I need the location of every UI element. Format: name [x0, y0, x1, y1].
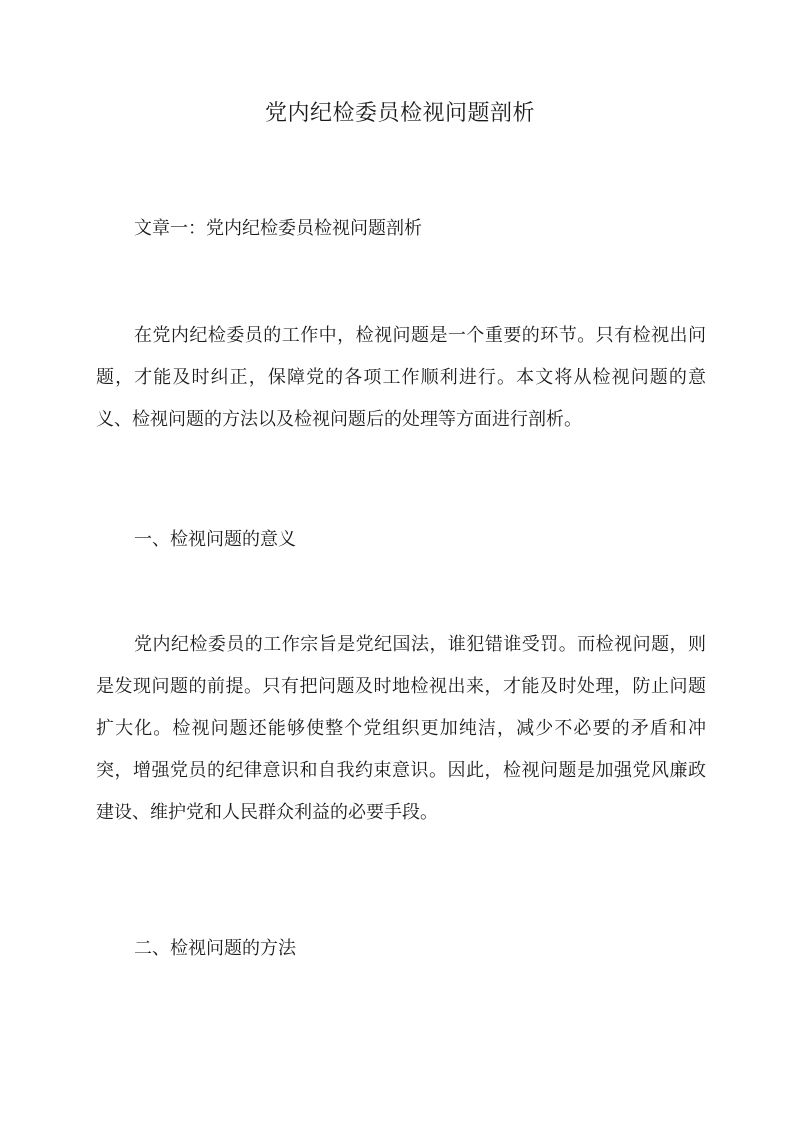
section-1-heading: 一、检视问题的意义 [134, 529, 296, 550]
document-title: 党内纪检委员检视问题剖析 [264, 101, 535, 126]
section-1-paragraph: 党内纪检委员的工作宗旨是党纪国法，谁犯错谁受罚。而检视问题，则是发现问题的前提。只有把问题及时地检视出来，才能及时处理，防止问题扩大化。检视问题还能够使整个党组织更加纯洁，减少不必要的矛盾和冲突，增强党员的纪律意识和自我约束意识。因此，检视问题是加强党风廉政建设、维护党和人民群众利益的必要手段。 [96, 634, 706, 823]
section-2-heading: 二、检视问题的方法 [134, 938, 296, 959]
intro-paragraph: 在党内纪检委员的工作中，检视问题是一个重要的环节。只有检视出问题，才能及时纠正，保障党的各项工作顺利进行。本文将从检视问题的意义、检视问题的方法以及检视问题后的处理等方面进行剖析。 [96, 325, 706, 430]
article-label: 文章一：党内纪检委员检视问题剖析 [134, 218, 422, 239]
